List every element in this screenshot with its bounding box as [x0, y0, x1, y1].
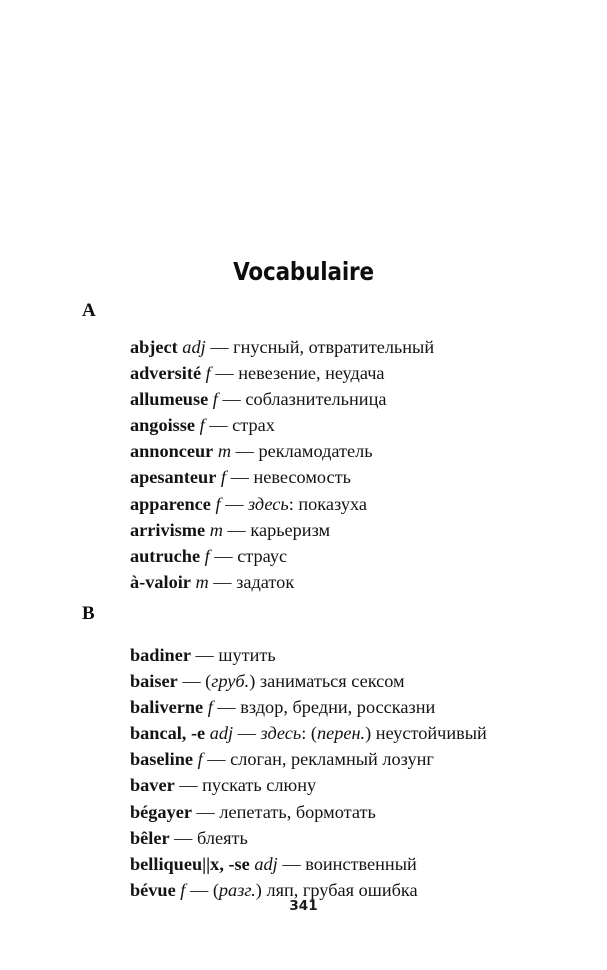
entry-dash: —: [213, 571, 232, 592]
entry-grammar-marker: f: [199, 415, 205, 436]
vocabulary-section-a: [0, 300, 607, 595]
entry-usage-label: здесь: [248, 493, 289, 514]
entry-headword: apparence: [130, 493, 211, 514]
entry-grammar-marker: f: [205, 363, 211, 384]
dictionary-entry: [130, 569, 607, 595]
entry-dash: —: [217, 697, 236, 718]
entry-translation: пускать слюну: [202, 775, 317, 796]
entry-grammar-marker: f: [180, 879, 186, 900]
dictionary-entry: [130, 464, 607, 490]
entry-usage-label: разг.: [218, 879, 256, 900]
entry-grammar-marker: f: [215, 493, 221, 514]
entry-translation: шутить: [218, 644, 276, 665]
entry-dash: —: [237, 723, 256, 744]
entry-headword: badiner: [130, 644, 191, 665]
entry-translation: невесомость: [253, 467, 351, 488]
dictionary-entry: [130, 386, 607, 412]
dictionary-entry: [130, 334, 607, 360]
entry-translation: показуха: [298, 493, 367, 514]
entry-grammar-marker: f: [197, 749, 203, 770]
entry-translation: гнусный, отвратительный: [233, 337, 435, 357]
entry-translation: страус: [237, 545, 288, 566]
dictionary-entry: [130, 412, 607, 438]
dictionary-entry: [130, 360, 607, 386]
entry-grammar-marker: adj: [254, 853, 278, 874]
vocabulary-body: [0, 300, 607, 903]
entry-translation: вздор, бредни, россказни: [240, 697, 436, 718]
entry-translation: рекламодатель: [258, 441, 373, 462]
dictionary-entry: apparence f — здесь: показуха: [130, 493, 367, 514]
entry-grammar-marker: m: [217, 441, 232, 462]
dictionary-entry: bancal, -e adj — здесь: (перен.) неустойчивый: [130, 723, 487, 744]
section-letter-a: A: [82, 300, 96, 321]
entry-dash: —: [210, 337, 229, 357]
entry-headword: annonceur: [130, 441, 214, 462]
entry-translation: неустойчивый: [375, 723, 487, 744]
entry-headword: baliverne: [130, 697, 204, 718]
dictionary-entry: baiser — (груб.) заниматься сексом: [130, 671, 405, 692]
entry-usage-label-secondary: перен.: [316, 723, 366, 744]
entry-dash: —: [207, 749, 226, 770]
entry-grammar-marker: m: [195, 571, 209, 592]
entry-headword: autruche: [130, 545, 201, 566]
entry-headword: baver: [130, 775, 175, 796]
entry-headword: apesanteur: [130, 467, 217, 488]
entry-translation: страх: [232, 415, 275, 436]
entry-translation: блеять: [197, 827, 248, 848]
entry-dash: —: [174, 827, 193, 848]
dictionary-entry: [130, 642, 607, 668]
entry-dash: —: [179, 775, 198, 796]
entry-dash: —: [222, 389, 241, 410]
entry-translation: слоган, рекламный лозунг: [230, 749, 434, 770]
entry-headword: bévue: [130, 879, 176, 900]
entry-grammar-marker: adj: [209, 723, 234, 744]
entry-translation: лепетать, бормотать: [219, 801, 376, 822]
entry-dash: —: [214, 545, 233, 566]
entry-dash: —: [195, 644, 214, 665]
entry-headword: angoisse: [130, 415, 196, 436]
entry-headword: à-valoir: [130, 571, 191, 592]
entry-translation: ляп, грубая ошибка: [266, 879, 418, 900]
page-title: Vocabulaire: [233, 256, 374, 286]
entry-usage-label: груб.: [211, 671, 250, 692]
entry-grammar-marker: f: [212, 389, 218, 410]
entry-dash: —: [230, 467, 249, 488]
dictionary-entry: [130, 746, 607, 772]
dictionary-entry: [130, 438, 607, 464]
entry-list-a: [0, 334, 607, 595]
entry-dash: —: [225, 493, 244, 514]
vocabulary-section-b: [0, 603, 607, 903]
entry-dash: —: [282, 853, 301, 874]
entry-headword: bancal, -e: [130, 723, 206, 744]
entry-grammar-marker: adj: [182, 337, 206, 357]
dictionary-entry: [130, 851, 607, 877]
entry-translation: задаток: [236, 571, 295, 592]
entry-dash: —: [227, 519, 246, 540]
entry-headword: baseline: [130, 749, 193, 770]
entry-dash: —: [196, 801, 215, 822]
entry-list-b: [0, 642, 607, 903]
entry-usage-label: здесь: [260, 723, 302, 744]
entry-headword: baiser: [130, 671, 178, 692]
entry-translation: воинственный: [305, 853, 417, 874]
dictionary-entry: [130, 517, 607, 543]
entry-grammar-marker: f: [207, 697, 213, 718]
entry-grammar-marker: f: [220, 467, 226, 488]
entry-grammar-marker: m: [209, 519, 223, 540]
entry-dash: —: [215, 363, 234, 384]
dictionary-entry: [130, 799, 607, 825]
entry-dash: —: [235, 441, 254, 462]
entry-headword: arrivisme: [130, 519, 206, 540]
entry-translation: соблазнительница: [245, 389, 387, 410]
entry-headword: adversité: [130, 363, 202, 384]
section-letter-b: B: [82, 602, 95, 624]
entry-headword: bêler: [130, 827, 170, 848]
dictionary-entry: bévue f — (разг.) ляп, грубая ошибка: [130, 879, 418, 900]
dictionary-entry: [130, 825, 607, 851]
dictionary-entry: [130, 772, 607, 798]
entry-headword: allumeuse: [130, 389, 209, 410]
entry-headword: bégayer: [130, 801, 192, 822]
entry-headword: belliqueu||x, -se: [130, 853, 250, 874]
entry-translation: заниматься сексом: [259, 671, 405, 692]
entry-translation: невезение, неудача: [238, 363, 385, 384]
page-number: 341: [289, 898, 318, 914]
entry-translation: карьеризм: [250, 519, 331, 540]
entry-dash: —: [189, 879, 209, 900]
entry-grammar-marker: f: [204, 545, 210, 566]
dictionary-entry: [130, 543, 607, 569]
entry-headword: abject: [130, 337, 178, 357]
dictionary-entry: [130, 694, 607, 720]
entry-dash: —: [209, 415, 228, 436]
entry-dash: —: [182, 671, 201, 692]
